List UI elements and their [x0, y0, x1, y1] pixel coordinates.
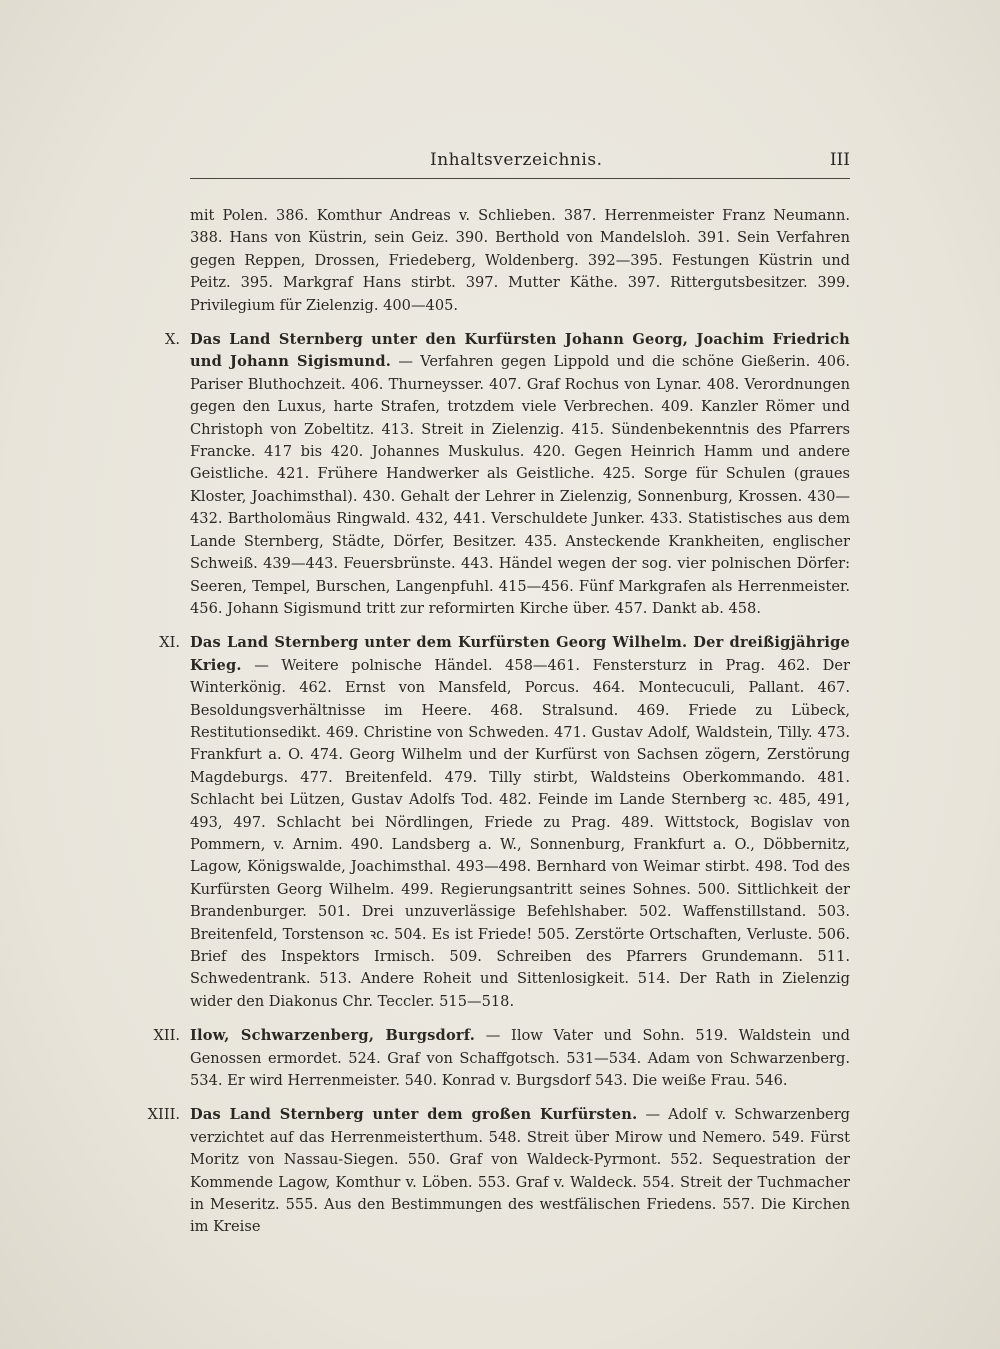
section-text: — Ilow Vater und Sohn. 519. Waldstein und Genossen ermordet. 524. Graf von Schaffgotsch. 531—534. Adam von Schwarzenberg. 534. Er wird Herrenmeister. 540. Konrad v. Burgsdorf 543. Die weiße Frau. 546. — [190, 1027, 851, 1090]
section-heading: Das Land Sternberg unter dem großen Kurfürsten. — [190, 1106, 638, 1124]
table-of-contents — [147, 205, 851, 1251]
section-text: — Adolf v. Schwarzenberg verzichtet auf das Herrenmeisterthum. 548. Streit über Mirow und Nemero. 549. Fürst Moritz von Nassau-Siegen. 550. Graf von Waldeck-Pyrmont. 552. Sequestration der Kommende Lagow, Komthur v. Löben. 553. Graf v. Waldeck. 554. Streit der Tuchmacher in Meseritz. 555. Aus den Bestimmungen des westfälischen Friedens. 557. Die Kirchen im Kreise — [190, 1106, 851, 1236]
section-heading: Das Land Sternberg unter dem Kurfürsten Georg Wilhelm. Der dreißigjährige Krieg. — [190, 634, 850, 674]
toc-section-continued — [190, 205, 850, 317]
section-number: XII. — [153, 1027, 180, 1045]
section-heading: Das Land Sternberg unter den Kurfürsten Johann Georg, Joachim Friedrich und Johann Sigismund. — [190, 331, 850, 371]
toc-section-xi — [159, 632, 850, 1013]
section-text: — Weitere polnische Händel. 458—461. Fenstersturz in Prag. 462. Der Winterkönig. 462. Ernst von Mansfeld, Porcus. 464. Montecuculi, Pallant. 467. Besoldungsverhältnisse im Heere. 468. Stralsund. 469. Friede zu Lübeck, Restitutionsedikt. 469. Christine von Schweden. 471. Gustav Adolf, Waldstein, Tilly. 473. Frankfurt a. O. 474. Georg Wilhelm und der Kurfürst von Sachsen zögern, Zerstörung Magdeburgs. 477. Breitenfeld. 479. Tilly stirbt, Waldsteins Oberkommando. 481. Schlacht bei Lützen, Gustav Adolfs Tod. 482. Feinde im Lande Sternberg ꝛc. 485, 491, 493, 497. Schlacht bei Nördlingen, Friede zu Prag. 489. Wittstock, Bogislav von Pommern, v. Arnim. 490. Landsberg a. W., Sonnenburg, Frankfurt a. O., Döbbernitz, Lagow, Königswalde, Joachimsthal. 493—498. Bernhard von Weimar stirbt. 498. Tod des Kurfürsten Georg Wilhelm. 499. Regierungsantritt seines Sohnes. 500. Sittlichkeit der Brandenburger. 501. Drei unzuverlässige Befehlshaber. 502. Waffenstillstand. 503. Breitenfeld, Torstenson ꝛc. 504. Es ist Friede! 505. Zerstörte Ortschaften, Verluste. 506. Brief des Inspektors Irmisch. 509. Schreiben des Pfarrers Grundemann. 511. Schwedentrank. 513. Andere Roheit und Sittenlosigkeit. 514. Der Rath in Zielenzig wider den Diakonus Chr. Teccler. 515—518. — [190, 656, 850, 1010]
section-text: mit Polen. 386. Komthur Andreas v. Schlieben. 387. Herrenmeister Franz Neumann. 388. Hans von Küstrin, sein Geiz. 390. Berthold von Mandelsloh. 391. Sein Verfahren gegen Reppen, Drossen, Friedeberg, Woldenberg. 392—395. Festungen Küstrin und Peitz. 395. Markgraf Hans stirbt. 397. Mutter Käthe. 397. Rittergutsbesitzer. 399. Privilegium für Zielenzig. 400—405. — [190, 207, 850, 314]
running-header — [190, 150, 850, 174]
toc-section-x — [164, 329, 850, 620]
section-number: XI. — [159, 634, 180, 652]
section-number: XIII. — [147, 1106, 180, 1124]
toc-section-xiii — [147, 1104, 851, 1238]
section-heading: Ilow, Schwarzenberg, Burgsdorf. — [190, 1027, 476, 1045]
section-number: X. — [164, 331, 180, 349]
running-title: Inhaltsverzeichnis. — [430, 150, 603, 170]
header-rule — [190, 178, 850, 179]
page-number: III — [829, 150, 850, 170]
section-text: — Verfahren gegen Lippold und die schöne Gießerin. 406. Pariser Bluthochzeit. 406. Thurneysser. 407. Graf Rochus von Lynar. 408. Verordnungen gegen den Luxus, harte Strafen, trotzdem viele Verbrechen. 409. Kanzler Römer und Christoph von Zobeltitz. 413. Streit in Zielenzig. 415. Sündenbekenntnis des Pfarrers Francke. 417 bis 420. Johannes Muskulus. 420. Gegen Heinrich Hamm und andere Geistliche. 421. Frühere Handwerker als Geistliche. 425. Sorge für Schulen (graues Kloster, Joachimsthal). 430. Gehalt der Lehrer in Zielenzig, Sonnenburg, Krossen. 430—432. Bartholomäus Ringwald. 432, 441. Verschuldete Junker. 433. Statistisches aus dem Lande Sternberg, Städte, Dörfer, Besitzer. 435. Ansteckende Krankheiten, englischer Schweiß. 439—443. Feuersbrünste. 443. Händel wegen der sog. vier polnischen Dörfer: Seeren, Tempel, Burschen, Langenpfuhl. 415—456. Fünf Markgrafen als Herrenmeister. 456. Johann Sigismund tritt zur reformirten Kirche über. 457. Dankt ab. 458. — [190, 353, 850, 617]
toc-section-xii — [153, 1025, 851, 1092]
